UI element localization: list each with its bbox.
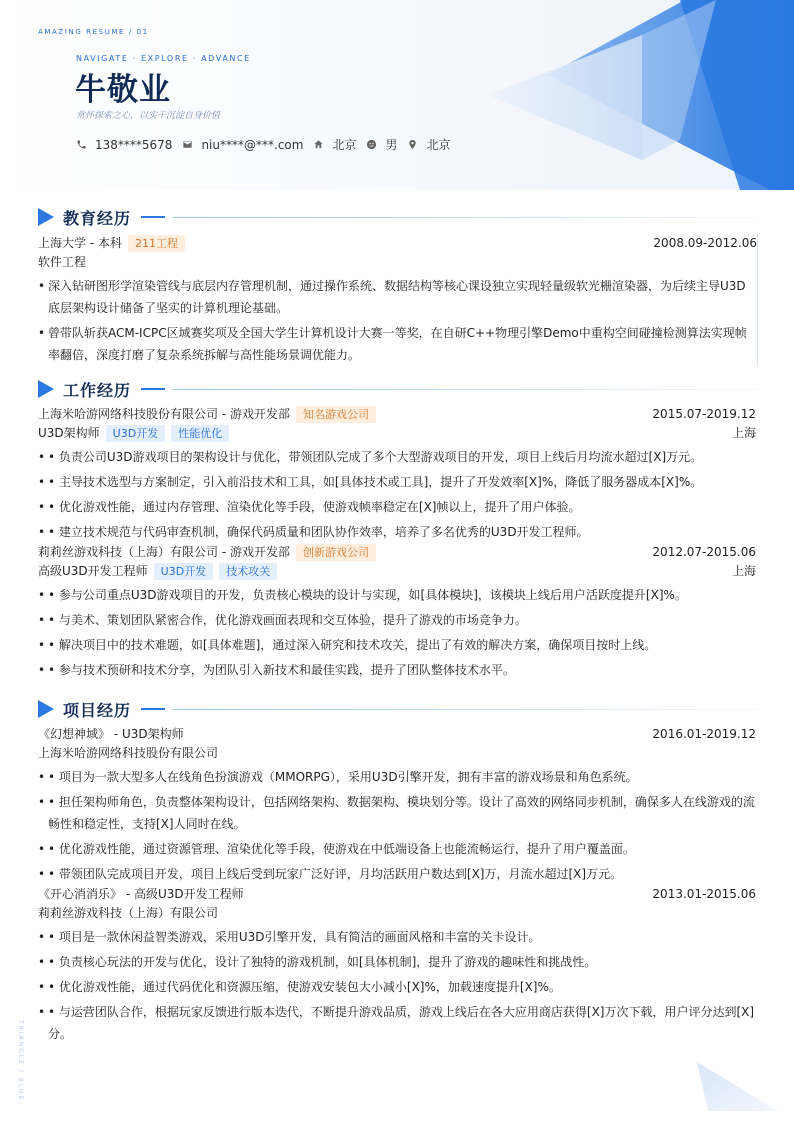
list-item: • • 与美术、策划团队紧密合作，优化游戏画面表现和交互体验，提升了游戏的市场竞争力。 xyxy=(38,609,756,631)
heading-line xyxy=(173,217,756,218)
location-icon xyxy=(407,139,418,150)
job-tag: 知名游戏公司 xyxy=(296,406,376,423)
project-name: 《开心消消乐》 - 高级U3D开发工程师 xyxy=(38,887,244,901)
list-item: • • 解决项目中的技术难题，如[具体难题]，通过深入研究和技术攻关，提出了有效的解决方案，确保项目按时上线。 xyxy=(38,634,756,656)
heading-dash xyxy=(141,388,165,390)
side-watermark: TRIANGLE / BLUE xyxy=(17,1020,24,1102)
education-major: 软件工程 xyxy=(38,255,87,269)
job-row xyxy=(38,543,756,562)
list-item: • • 参与公司重点U3D游戏项目的开发，负责核心模块的设计与实现，如[具体模块]，该模块上线后用户活跃度提升[X]%。 xyxy=(38,584,756,606)
list-item: • • 优化游戏性能，通过资源管理、渲染优化等手段，使游戏在中低端设备上也能流畅运行，提升了用户覆盖面。 xyxy=(38,838,756,860)
skill-tag: U3D开发 xyxy=(106,425,166,442)
candidate-motto: 常怀探索之心，以实干沉淀自身价值 xyxy=(76,111,221,121)
education-section xyxy=(38,206,756,366)
list-item: • • 与运营团队合作，根据玩家反馈进行版本迭代，不断提升游戏品质，游戏上线后在各大应用商店获得[X]万次下载，用户评分达到[X]分。 xyxy=(38,1001,756,1045)
heading-dash xyxy=(141,216,165,218)
section-title: 工作经历 xyxy=(63,380,132,400)
contact-phone xyxy=(76,138,172,152)
list-item: • • 优化游戏性能，通过内存管理、渲染优化等手段，使游戏帧率稳定在[X]帧以上，提升了用户体验。 xyxy=(38,496,756,518)
triangle-icon xyxy=(38,700,54,718)
job-date: 2015.07-2019.12 xyxy=(652,407,756,421)
mail-icon xyxy=(182,139,193,150)
education-tag: 211工程 xyxy=(128,235,185,252)
list-item: • • 带领团队完成项目开发，项目上线后受到玩家广泛好评，月均活跃用户数达到[X]万，月流水超过[X]万元。 xyxy=(38,863,756,885)
heading-line xyxy=(173,389,756,390)
contact-gender-text: 男 xyxy=(385,138,398,152)
job-date: 2012.07-2015.06 xyxy=(652,545,756,559)
corner-triangle-decoration xyxy=(0,1050,794,1123)
list-item: • 曾带队斩获ACM-ICPC区域赛奖项及全国大学生计算机设计大赛一等奖，在自研C++物理引擎Demo中重构空间碰撞检测算法实现帧率翻倍，深度打磨了复杂系统拆解与高性能场景调优能力。 xyxy=(38,322,757,366)
list-item: • • 担任架构师角色，负责整体架构设计，包括网络架构、数据架构、模块划分等。设计了高效的网络同步机制，确保多人在线游戏的流畅性和稳定性，支持[X]人同时在线。 xyxy=(38,791,756,835)
contact-email xyxy=(182,138,303,152)
job-city: 上海 xyxy=(731,426,756,440)
projects-heading xyxy=(38,698,756,720)
section-title: 项目经历 xyxy=(63,700,132,720)
contact-location-text: 北京 xyxy=(426,138,451,152)
job-city: 上海 xyxy=(731,564,756,578)
work-section xyxy=(38,378,756,681)
face-icon xyxy=(366,139,377,150)
education-entry xyxy=(38,234,758,366)
resume-kicker: AMAZING RESUME / 01 xyxy=(38,28,149,36)
resume-subkicker: NAVIGATE · EXPLORE · ADVANCE xyxy=(76,54,251,63)
job-company: 上海米哈游网络科技股份有限公司 - 游戏开发部 xyxy=(38,407,290,421)
home-icon xyxy=(313,139,324,150)
job-tag: 创新游戏公司 xyxy=(296,544,376,561)
job-entry xyxy=(38,405,756,543)
list-item: • • 参与技术预研和技术分享，为团队引入新技术和最佳实践，提升了团队整体技术水平。 xyxy=(38,659,756,681)
job-entry xyxy=(38,543,756,681)
job-role: 高级U3D开发工程师 xyxy=(38,564,148,578)
list-item: • • 优化游戏性能，通过代码优化和资源压缩，使游戏安装包大小减小[X]%，加载速度提升[X]%。 xyxy=(38,976,756,998)
project-name: 《幻想神域》 - U3D架构师 xyxy=(38,727,184,741)
project-company: 莉莉丝游戏科技（上海）有限公司 xyxy=(38,906,219,920)
contact-phone-text: 138****5678 xyxy=(95,137,173,152)
contact-gender xyxy=(366,136,397,153)
list-item: • 深入钻研图形学渲染管线与底层内存管理机制，通过操作系统、数据结构等核心课设独立实现轻量级软光栅渲染器，为后续主导U3D底层架构设计储备了坚实的计算机理论基础。 xyxy=(38,275,757,319)
education-heading xyxy=(38,206,756,228)
resume-header xyxy=(0,0,794,190)
project-date: 2016.01-2019.12 xyxy=(652,727,756,741)
job-role-row xyxy=(38,424,756,443)
candidate-name: 牛敬业 xyxy=(75,72,171,108)
job-role: U3D架构师 xyxy=(38,426,100,440)
heading-dash xyxy=(141,708,165,710)
contact-bar xyxy=(76,136,461,153)
project-row xyxy=(38,885,756,904)
job-company: 莉莉丝游戏科技（上海）有限公司 - 游戏开发部 xyxy=(38,545,290,559)
projects-section xyxy=(38,698,756,1045)
job-role-row xyxy=(38,562,756,581)
education-school: 上海大学 - 本科 xyxy=(38,236,122,250)
project-entry xyxy=(38,725,756,885)
education-row xyxy=(38,234,757,253)
project-bullets xyxy=(38,766,756,885)
heading-line xyxy=(173,709,756,710)
education-date: 2008.09-2012.06 xyxy=(653,236,757,250)
triangle-icon xyxy=(38,208,54,226)
list-item: • • 项目是一款休闲益智类游戏，采用U3D引擎开发，具有简洁的画面风格和丰富的关卡设计。 xyxy=(38,926,756,948)
list-item: • • 建立技术规范与代码审查机制，确保代码质量和团队协作效率，培养了多名优秀的U3D开发工程师。 xyxy=(38,521,756,543)
contact-email-text: niu****@***.com xyxy=(201,137,304,152)
contact-home xyxy=(313,136,356,153)
section-title: 教育经历 xyxy=(63,208,132,228)
project-company: 上海米哈游网络科技股份有限公司 xyxy=(38,746,219,760)
list-item: • • 负责公司U3D游戏项目的架构设计与优化，带领团队完成了多个大型游戏项目的开发，项目上线后月均流水超过[X]万元。 xyxy=(38,446,756,468)
skill-tag: U3D开发 xyxy=(154,563,214,580)
project-row xyxy=(38,725,756,744)
list-item: • • 负责核心玩法的开发与优化，设计了独特的游戏机制，如[具体机制]，提升了游戏的趣味性和挑战性。 xyxy=(38,951,756,973)
job-row xyxy=(38,405,756,424)
contact-home-text: 北京 xyxy=(332,138,357,152)
project-bullets xyxy=(38,926,756,1045)
project-date: 2013.01-2015.06 xyxy=(652,887,756,901)
triangle-icon xyxy=(38,380,54,398)
list-item: • • 主导技术选型与方案制定，引入前沿技术和工具，如[具体技术或工具]，提升了开发效率[X]%，降低了服务器成本[X]%。 xyxy=(38,471,756,493)
project-entry xyxy=(38,885,756,1045)
contact-location xyxy=(407,136,450,153)
skill-tag: 性能优化 xyxy=(171,425,229,442)
job-bullets xyxy=(38,584,756,681)
job-bullets xyxy=(38,446,756,543)
skill-tag: 技术攻关 xyxy=(219,563,277,580)
work-heading xyxy=(38,378,756,400)
education-bullets xyxy=(38,275,757,366)
phone-icon xyxy=(76,139,87,150)
list-item: • • 项目为一款大型多人在线角色扮演游戏（MMORPG），采用U3D引擎开发，拥有丰富的游戏场景和角色系统。 xyxy=(38,766,756,788)
